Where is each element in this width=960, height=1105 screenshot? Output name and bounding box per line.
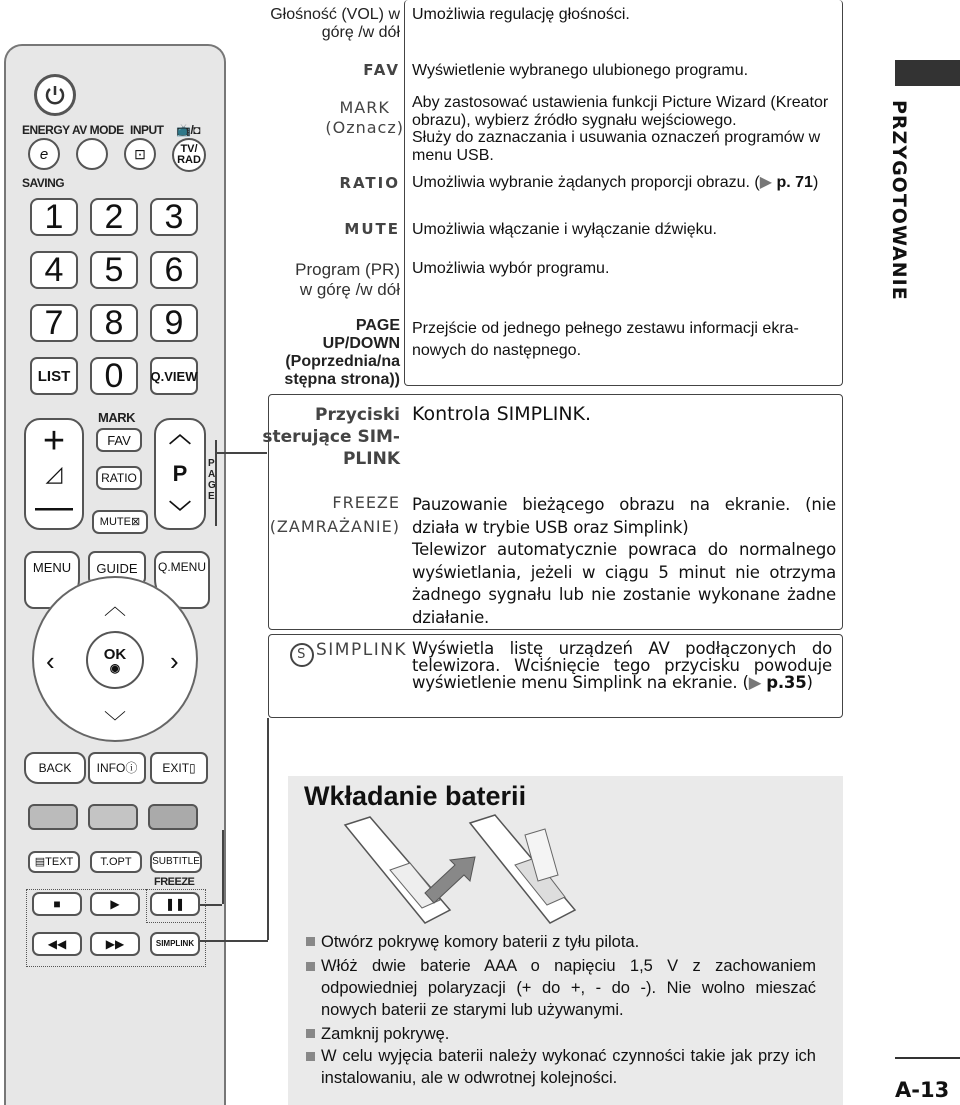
- arrow-right-icon: ▶: [748, 673, 762, 692]
- t-opt-button: T.OPT: [90, 851, 142, 873]
- key-program: Program (PR) w górę /w dół: [295, 260, 400, 299]
- fav-button: FAV: [96, 428, 142, 452]
- pause-icon: ❚❚: [164, 897, 186, 911]
- av-mode-button: [76, 138, 108, 170]
- key-mute: MUTE: [344, 220, 400, 238]
- saving-label: SAVING: [22, 176, 65, 190]
- power-button: [34, 74, 76, 116]
- ratio-button: RATIO: [96, 466, 142, 490]
- ok-label: OK: [103, 645, 127, 663]
- desc-ratio: [412, 174, 818, 192]
- p-label: P: [172, 461, 188, 486]
- number-button-4: 4: [30, 251, 78, 289]
- desc-simplink: [412, 640, 832, 691]
- page-number-rule: [895, 1057, 960, 1059]
- battery-cover-illustration: [330, 805, 610, 935]
- section-vertical-title: PRZYGOTOWANIE: [888, 100, 910, 301]
- battery-step-2: [306, 955, 816, 1021]
- dot-icon: ◉: [109, 660, 121, 675]
- key-volume: Głośność (VOL) w górę /w dół: [270, 6, 400, 42]
- bullet-square-icon: [306, 937, 315, 946]
- text-icon: ▤: [34, 855, 46, 868]
- bullet-square-icon: [306, 1052, 315, 1061]
- fast-forward-icon: ▶▶: [105, 937, 125, 951]
- stop-icon: ■: [53, 897, 61, 911]
- ok-button: [86, 631, 144, 689]
- rewind-button: [32, 932, 82, 956]
- tv-rad-button: TV/ RAD: [172, 138, 206, 172]
- simplink-logo-text: SIMPLINK: [316, 640, 408, 660]
- rewind-icon: ◀◀: [47, 937, 67, 951]
- input-button: ⊡: [124, 138, 156, 170]
- battery-step-3-text: Zamknij pokrywę.: [321, 1025, 450, 1043]
- list-button: LIST: [30, 357, 78, 395]
- number-button-9: 9: [150, 304, 198, 342]
- remote-control-illustration: [4, 44, 226, 1105]
- input-label: INPUT: [130, 123, 164, 137]
- key-ratio: RATIO: [339, 174, 400, 192]
- volume-rocker: [24, 418, 84, 530]
- info-label: INFO: [96, 761, 126, 775]
- number-button-2: 2: [90, 198, 138, 236]
- battery-step-4: [306, 1045, 816, 1089]
- exit-button: [150, 752, 208, 784]
- page-label: P A G E: [208, 458, 216, 502]
- simplink-desc-end: ): [806, 673, 813, 692]
- mute-button: [92, 510, 148, 534]
- key-simplink-controls: Przyciski sterujące SIM- PLINK: [262, 405, 400, 469]
- ratio-desc-end: ): [812, 174, 819, 191]
- desc-page: Przejście od jednego pełnego zestawu informacji ekra- nowych do następnego.: [412, 320, 799, 359]
- simplink-button: SIMPLINK: [150, 932, 200, 956]
- program-rocker: [154, 418, 206, 530]
- remote-back-open: [470, 815, 575, 923]
- yellow-button: [148, 804, 198, 830]
- battery-section-title: Wkładanie baterii: [304, 781, 527, 811]
- simplink-logo: [290, 640, 407, 667]
- battery-step-2-text: Włóż dwie baterie AAA o napięciu 1,5 V z zachowaniem odpowiedniej polaryzacji (+ do +, - do -). Nie wolno mieszać nowych baterii ze starymi lub używanymi.: [321, 957, 816, 1019]
- chevron-up-icon: ︿: [168, 422, 191, 447]
- text-label: TEXT: [45, 855, 74, 868]
- mute-label: MUTE: [99, 515, 131, 528]
- number-button-1: 1: [30, 198, 78, 236]
- arrow-left-icon: ‹: [46, 646, 55, 676]
- battery-step-1: [306, 931, 816, 953]
- battery-step-3: [306, 1023, 816, 1045]
- number-button-8: 8: [90, 304, 138, 342]
- desc-freeze: Pauzowanie bieżącego obrazu na ekranie. (nie działa w trybie USB oraz Simplink) Telewizor automatycznie powraca do normalnego wyświetlania, jeżeli w ciągu 5 minut nie otrzyma żadnego sygnału lub nie zostanie wykonane żadne działanie.: [412, 495, 836, 627]
- tv-icon: 📺/◘: [176, 123, 201, 137]
- key-fav: FAV: [363, 61, 400, 79]
- power-icon: [43, 83, 67, 107]
- simplink-logo-icon: S: [290, 643, 314, 667]
- battery-step-4-text: W celu wyjęcia baterii należy wykonać czynności takie jak przy ich instalowaniu, ale w odwrotnej kolejności.: [321, 1047, 816, 1087]
- number-button-0: 0: [90, 357, 138, 395]
- volume-icon: ◿: [45, 460, 63, 486]
- key-mark: MARK (Oznacz): [325, 98, 404, 137]
- section-tab-marker: [895, 60, 960, 86]
- key-freeze: FREEZE (ZAMRAŻANIE): [269, 493, 400, 536]
- subtitle-button: SUBTITLE: [150, 851, 202, 873]
- back-button: BACK: [24, 752, 86, 784]
- stop-button: [32, 892, 82, 916]
- page-number: A-13: [895, 1078, 950, 1102]
- ratio-desc-text: Umożliwia wybranie żądanych proporcji obrazu. (: [412, 174, 760, 191]
- q-view-button: Q.VIEW: [150, 357, 198, 395]
- desc-fav: Wyświetlenie wybranego ulubionego programu.: [412, 62, 749, 79]
- remote-back-closed: [345, 817, 450, 923]
- key-page: PAGE UP/DOWN (Poprzednia/na stępna strona)): [284, 317, 400, 388]
- simplink-desc-text: Wyświetla listę urządzeń AV podłączonych do telewizora. Wciśnięcie tego przycisku powoduje wyświetlenie menu Simplink na ekranie. (: [412, 639, 832, 692]
- exit-icon: ▯: [189, 761, 196, 775]
- desc-mute: Umożliwia włączanie i wyłączanie dźwięku.: [412, 221, 717, 238]
- minus-icon: —: [35, 486, 73, 529]
- desc-volume: Umożliwia regulację głośności.: [412, 6, 630, 23]
- simplink-connector-line: [200, 940, 268, 942]
- arrow-right-icon: ▶: [759, 174, 773, 191]
- bullet-square-icon: [306, 962, 315, 971]
- freeze-connector-line: [200, 904, 222, 906]
- simplink-page-ref: p.35: [766, 673, 807, 692]
- page-connector-line: [215, 452, 267, 454]
- guide-button: GUIDE: [88, 551, 146, 585]
- desc-simplink-controls: Kontrola SIMPLINK.: [412, 403, 592, 425]
- info-button: [88, 752, 146, 784]
- desc-mark: Aby zastosować ustawienia funkcji Picture Wizard (Kreator obrazu), wybierz źródło sygnału wejściowego. Służy do zaznaczania i usuwania oznaczeń programów w menu USB.: [412, 94, 829, 164]
- info-icon: ⓘ: [125, 761, 138, 775]
- mark-label: MARK: [98, 410, 135, 425]
- arrow-right-icon: ›: [170, 646, 179, 676]
- play-icon: ▶: [110, 897, 120, 911]
- green-button: [88, 804, 138, 830]
- arrow-up-icon: ︿: [104, 594, 127, 619]
- number-button-6: 6: [150, 251, 198, 289]
- freeze-vertical-line: [222, 830, 224, 904]
- number-button-5: 5: [90, 251, 138, 289]
- bullet-square-icon: [306, 1029, 315, 1038]
- play-button: [90, 892, 140, 916]
- number-button-3: 3: [150, 198, 198, 236]
- fast-forward-button: [90, 932, 140, 956]
- plus-icon: +: [42, 419, 66, 462]
- desc-program: Umożliwia wybór programu.: [412, 260, 610, 277]
- menu-button: MENU: [24, 551, 80, 609]
- mute-icon: ⊠: [130, 515, 141, 528]
- energy-saving-button: e: [28, 138, 60, 170]
- text-button: [28, 851, 80, 873]
- battery-step-1-text: Otwórz pokrywę komory baterii z tyłu pilota.: [321, 933, 640, 951]
- red-button: [28, 804, 78, 830]
- simplink-vertical-line: [267, 718, 269, 940]
- av-mode-label: AV MODE: [72, 123, 124, 137]
- exit-label: EXIT: [162, 761, 190, 775]
- ratio-page-ref: p. 71: [776, 174, 813, 191]
- chevron-down-icon: ﹀: [168, 500, 191, 525]
- arrow-down-icon: ﹀: [104, 710, 127, 735]
- number-button-7: 7: [30, 304, 78, 342]
- energy-label: ENERGY: [22, 123, 70, 137]
- freeze-label: FREEZE: [154, 876, 195, 888]
- slide-arrow-icon: [425, 857, 475, 903]
- q-menu-button: Q.MENU: [154, 551, 210, 609]
- pause-button: [150, 892, 200, 916]
